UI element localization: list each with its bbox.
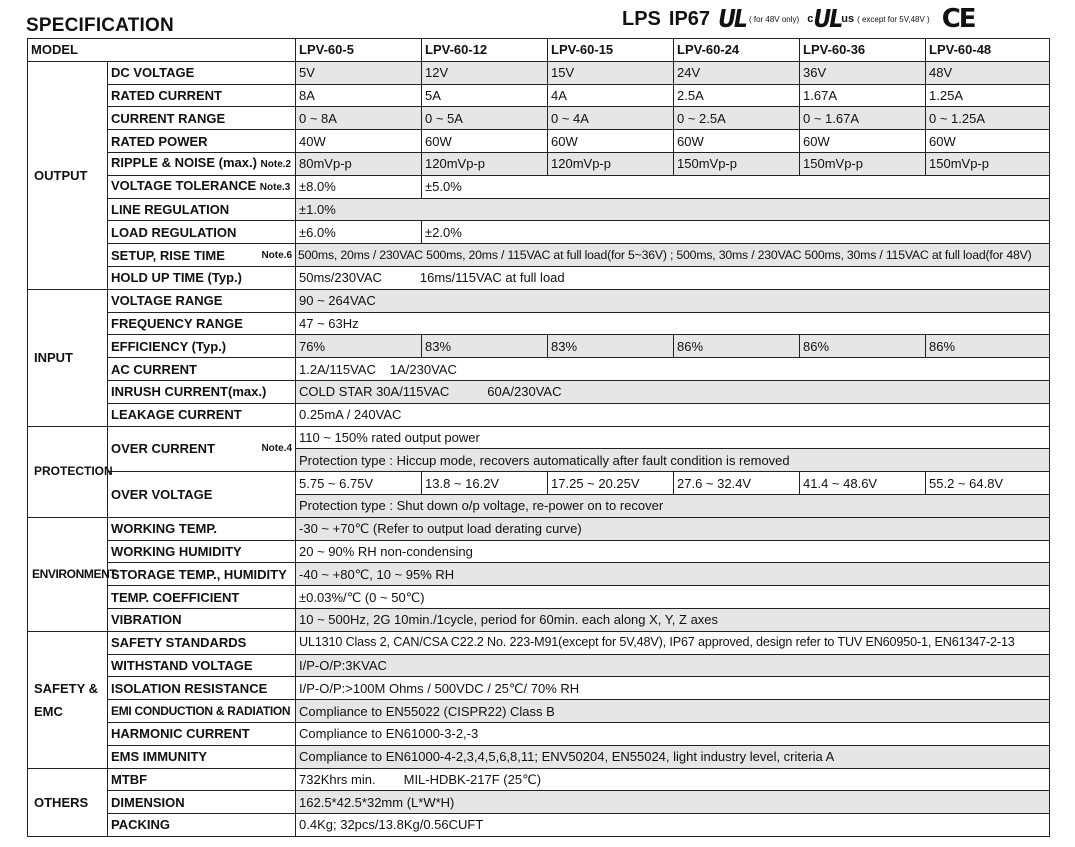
note-ref: Note.2 (260, 159, 292, 171)
emi-row (28, 700, 1050, 723)
group-input: INPUT (28, 289, 108, 426)
row-label: STORAGE TEMP., HUMIDITY (108, 563, 296, 586)
row-label: SAFETY STANDARDS (108, 631, 296, 654)
load-regulation-row (28, 221, 1050, 244)
value-cell: 4A (548, 84, 674, 107)
value-cell: 5V (296, 61, 422, 84)
safety-standards-row (28, 631, 1050, 654)
row-label: WITHSTAND VOLTAGE (108, 654, 296, 677)
isolation-row (28, 677, 1050, 700)
ul-mark (718, 4, 807, 34)
value-cell: UL1310 Class 2, CAN/CSA C22.2 No. 223-M91(except for 5V,48V), IP67 approved, design refer to TUV EN60950-1, EN61347-2-13 (296, 631, 1050, 654)
inrush-row (28, 380, 1050, 403)
model-row (28, 39, 1050, 62)
row-label: TEMP. COEFFICIENT (108, 586, 296, 609)
row-label: VOLTAGE RANGE (108, 289, 296, 312)
value-cell: 150mVp-p (800, 152, 926, 175)
group-safety-line1: SAFETY & (34, 680, 99, 696)
ac-current-v2: 1A/230VAC (389, 361, 457, 377)
over-voltage-row-1 (28, 472, 1050, 495)
value-cell: 0 ~ 1.25A (926, 107, 1050, 130)
packing-row (28, 814, 1050, 837)
frequency-range-row (28, 312, 1050, 335)
value-cell: 0.4Kg; 32pcs/13.8Kg/0.56CUFT (296, 814, 1050, 837)
row-label: ISOLATION RESISTANCE (108, 677, 296, 700)
harmonic-row (28, 722, 1050, 745)
value-cell: ±8.0% (296, 175, 422, 198)
efficiency-row (28, 335, 1050, 358)
cul-c: c (807, 13, 814, 25)
over-current-row-1 (28, 426, 1050, 449)
value-cell: 83% (548, 335, 674, 358)
row-label: WORKING HUMIDITY (108, 540, 296, 563)
setup-rise-row (28, 244, 1050, 267)
value-cell: 8A (296, 84, 422, 107)
line-regulation-row (28, 198, 1050, 221)
value-cell: Compliance to EN55022 (CISPR22) Class B (296, 700, 1050, 723)
spec-table (27, 38, 1050, 837)
value-cell (296, 358, 1050, 381)
value-cell: 60W (674, 130, 800, 153)
value-cell: 55.2 ~ 64.8V (926, 472, 1050, 495)
row-label: RATED POWER (108, 130, 296, 153)
rated-power-row (28, 130, 1050, 153)
value-cell: 0 ~ 5A (422, 107, 548, 130)
ripple-label: RIPPLE & NOISE (max.) (111, 155, 257, 171)
value-cell: 90 ~ 264VAC (296, 289, 1050, 312)
model-cell: LPV-60-48 (926, 39, 1050, 62)
leakage-row (28, 403, 1050, 426)
value-cell (296, 380, 1050, 403)
value-cell: 12V (422, 61, 548, 84)
value-cell: 0 ~ 1.67A (800, 107, 926, 130)
row-label: LOAD REGULATION (108, 221, 296, 244)
cul-note: ( except for 5V,48V ) (857, 14, 930, 24)
mtbf-row (28, 768, 1050, 791)
value-cell: 40W (296, 130, 422, 153)
row-label (108, 175, 296, 198)
value-cell: 5.75 ~ 6.75V (296, 472, 422, 495)
value-cell: 60W (548, 130, 674, 153)
value-cell: ±5.0% (422, 175, 1050, 198)
ems-row (28, 745, 1050, 768)
value-cell: 41.4 ~ 48.6V (800, 472, 926, 495)
mtbf-v1: 732Khrs min. (299, 771, 376, 787)
hold-up-v1: 50ms/230VAC (299, 270, 382, 286)
value-cell: 20 ~ 90% RH non-condensing (296, 540, 1050, 563)
value-cell: 83% (422, 335, 548, 358)
model-cell: LPV-60-5 (296, 39, 422, 62)
value-cell: -40 ~ +80℃, 10 ~ 95% RH (296, 563, 1050, 586)
value-cell: Compliance to EN61000-4-2,3,4,5,6,8,11; ENV50204, EN55024, light industry level, criteria A (296, 745, 1050, 768)
value-cell (296, 266, 1050, 289)
note-ref: Note.6 (261, 249, 293, 261)
value-cell: 150mVp-p (926, 152, 1050, 175)
model-cell: LPV-60-15 (548, 39, 674, 62)
group-environment: ENVIRONMENT (28, 517, 108, 631)
current-range-row (28, 107, 1050, 130)
cul-mark (807, 4, 938, 34)
row-label: EMI CONDUCTION & RADIATION (108, 700, 296, 723)
value-cell: 86% (674, 335, 800, 358)
value-cell: 80mVp-p (296, 152, 422, 175)
value-cell: Protection type : Shut down o/p voltage, re-power on to recover (296, 494, 1050, 517)
note-ref: Note.3 (259, 182, 291, 194)
row-label: FREQUENCY RANGE (108, 312, 296, 335)
model-label: MODEL (28, 39, 296, 62)
withstand-row (28, 654, 1050, 677)
value-cell: 0 ~ 4A (548, 107, 674, 130)
page-title: SPECIFICATION (26, 15, 174, 36)
row-label: DC VOLTAGE (108, 61, 296, 84)
temp-coefficient-row (28, 586, 1050, 609)
row-label (108, 244, 296, 267)
value-cell: 47 ~ 63Hz (296, 312, 1050, 335)
value-cell: 5A (422, 84, 548, 107)
voltage-range-row (28, 289, 1050, 312)
row-label: VIBRATION (108, 608, 296, 631)
value-cell: 17.25 ~ 20.25V (548, 472, 674, 495)
inrush-v1: COLD STAR 30A/115VAC (299, 384, 450, 400)
ip67-mark: IP67 (668, 7, 711, 30)
ac-current-v1: 1.2A/115VAC (299, 361, 376, 377)
value-cell: 86% (800, 335, 926, 358)
value-cell: ±0.03%/℃ (0 ~ 50℃) (296, 586, 1050, 609)
value-cell: 110 ~ 150% rated output power (296, 426, 1050, 449)
working-temp-row (28, 517, 1050, 540)
ul-note: ( for 48V only) (748, 14, 800, 24)
row-label: LEAKAGE CURRENT (108, 403, 296, 426)
value-cell: 120mVp-p (548, 152, 674, 175)
model-cell: LPV-60-24 (674, 39, 800, 62)
dc-voltage-row (28, 61, 1050, 84)
value-cell: 15V (548, 61, 674, 84)
value-cell: 27.6 ~ 32.4V (674, 472, 800, 495)
row-label: HOLD UP TIME (Typ.) (108, 266, 296, 289)
value-cell: 76% (296, 335, 422, 358)
row-label: INRUSH CURRENT(max.) (108, 380, 296, 403)
row-label: RATED CURRENT (108, 84, 296, 107)
group-safety-emc (28, 631, 108, 768)
value-cell (296, 768, 1050, 791)
value-cell: 36V (800, 61, 926, 84)
value-cell: 60W (926, 130, 1050, 153)
value-cell: Protection type : Hiccup mode, recovers automatically after fault condition is removed (296, 449, 1050, 472)
value-cell: 120mVp-p (422, 152, 548, 175)
row-label: DIMENSION (108, 791, 296, 814)
hold-up-row (28, 266, 1050, 289)
value-cell: 162.5*42.5*32mm (L*W*H) (296, 791, 1050, 814)
note-ref: Note.4 (261, 443, 293, 455)
value-cell: 500ms, 20ms / 230VAC 500ms, 20ms / 115VAC at full load(for 5~36V) ; 500ms, 30ms / 230VAC 500ms, 30ms / 115VAC at full load(for 48V) (296, 244, 1050, 267)
storage-row (28, 563, 1050, 586)
hold-up-v2: 16ms/115VAC at full load (419, 270, 565, 286)
row-label: LINE REGULATION (108, 198, 296, 221)
cul-us: us (841, 13, 855, 25)
value-cell: -30 ~ +70℃ (Refer to output load derating curve) (296, 517, 1050, 540)
value-cell: 10 ~ 500Hz, 2G 10min./1cycle, period for 60min. each along X, Y, Z axes (296, 608, 1050, 631)
mtbf-v2: MIL-HDBK-217F (25℃) (403, 771, 542, 787)
row-label: HARMONIC CURRENT (108, 722, 296, 745)
dimension-row (28, 791, 1050, 814)
value-cell: 60W (800, 130, 926, 153)
value-cell: 1.67A (800, 84, 926, 107)
row-label: AC CURRENT (108, 358, 296, 381)
group-protection: PROTECTION (28, 426, 108, 517)
rated-current-row (28, 84, 1050, 107)
value-cell: 2.5A (674, 84, 800, 107)
row-label: CURRENT RANGE (108, 107, 296, 130)
row-label: OVER VOLTAGE (108, 472, 296, 518)
ac-current-row (28, 358, 1050, 381)
value-cell: I/P-O/P:3KVAC (296, 654, 1050, 677)
row-label: PACKING (108, 814, 296, 837)
value-cell: 60W (422, 130, 548, 153)
over-current-label: OVER CURRENT (111, 441, 216, 457)
value-cell: ±2.0% (422, 221, 1050, 244)
model-cell: LPV-60-12 (422, 39, 548, 62)
value-cell: 0 ~ 8A (296, 107, 422, 130)
row-label: WORKING TEMP. (108, 517, 296, 540)
row-label: EMS IMMUNITY (108, 745, 296, 768)
model-cell: LPV-60-36 (800, 39, 926, 62)
group-output: OUTPUT (28, 61, 108, 289)
setup-rise-label: SETUP, RISE TIME (111, 247, 225, 263)
cul-logo-icon: UL (813, 4, 842, 34)
value-cell: 24V (674, 61, 800, 84)
ce-mark-icon: CE (941, 4, 975, 34)
value-cell: 150mVp-p (674, 152, 800, 175)
value-cell: 0 ~ 2.5A (674, 107, 800, 130)
row-label: MTBF (108, 768, 296, 791)
certification-marks (622, 2, 975, 36)
value-cell: 86% (926, 335, 1050, 358)
value-cell: 13.8 ~ 16.2V (422, 472, 548, 495)
value-cell: 0.25mA / 240VAC (296, 403, 1050, 426)
voltage-tolerance-label: VOLTAGE TOLERANCE (111, 178, 257, 194)
lps-mark: LPS (622, 7, 661, 30)
group-safety-line2: EMC (34, 703, 63, 719)
value-cell: 48V (926, 61, 1050, 84)
value-cell: I/P-O/P:>100M Ohms / 500VDC / 25℃/ 70% RH (296, 677, 1050, 700)
ul-logo-icon: UL (718, 4, 746, 34)
value-cell: ±6.0% (296, 221, 422, 244)
ripple-row (28, 152, 1050, 175)
vibration-row (28, 608, 1050, 631)
value-cell: 1.25A (926, 84, 1050, 107)
row-label (108, 152, 296, 175)
value-cell: Compliance to EN61000-3-2,-3 (296, 722, 1050, 745)
group-others: OTHERS (28, 768, 108, 836)
row-label (108, 426, 296, 472)
row-label: EFFICIENCY (Typ.) (108, 335, 296, 358)
working-humidity-row (28, 540, 1050, 563)
value-cell: ±1.0% (296, 198, 1050, 221)
inrush-v2: 60A/230VAC (487, 384, 562, 400)
voltage-tolerance-row (28, 175, 1050, 198)
